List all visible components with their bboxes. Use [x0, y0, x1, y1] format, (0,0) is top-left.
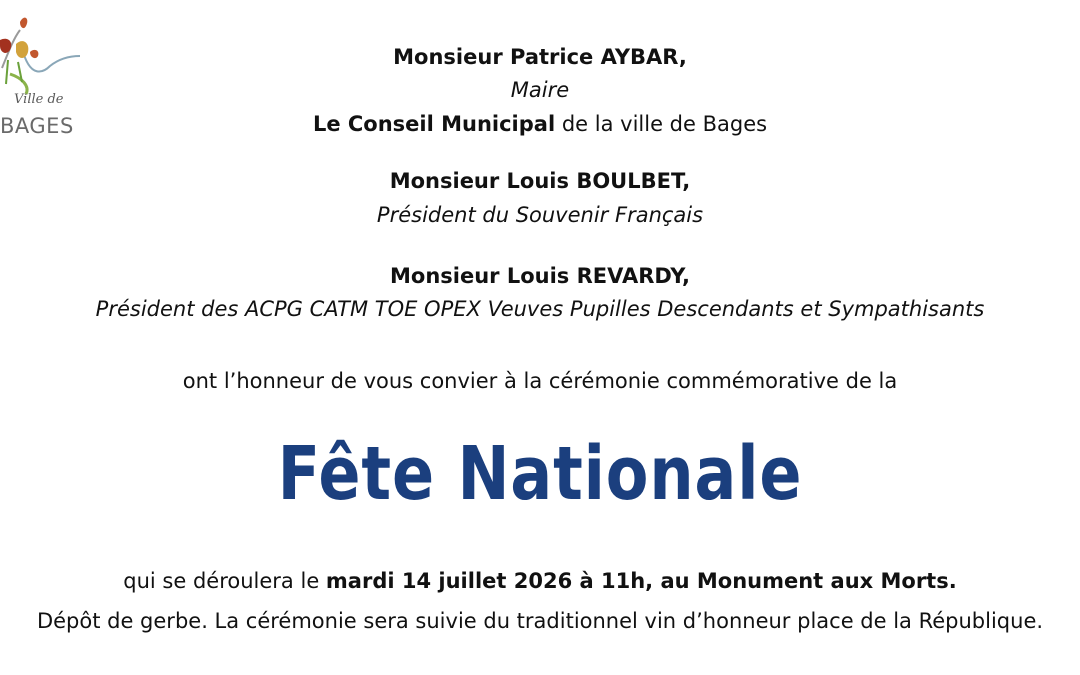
details-prefix: qui se déroulera le	[123, 569, 326, 593]
event-details	[0, 568, 1080, 594]
invitation-text: ont l’honneur de vous convier à la cérémonie commémorative de la	[182, 369, 898, 393]
host-mayor-name: Monsieur Patrice AYBAR,	[393, 45, 687, 69]
host-acpg-title: Président des ACPG CATM TOE OPEX Veuves Pupilles Descendants et Sympathisants	[95, 297, 985, 321]
host-acpg-name: Monsieur Louis REVARDY,	[390, 264, 690, 288]
host-souvenir-title: Président du Souvenir Français	[376, 203, 704, 227]
details-date-place: mardi 14 juillet 2026 à 11h, au Monument aux Morts.	[325, 569, 957, 593]
council-rest: de la ville de Bages	[555, 112, 768, 136]
council-name: Le Conseil Municipal	[312, 112, 556, 136]
host-souvenir-name: Monsieur Louis BOULBET,	[389, 169, 691, 193]
event-title: Fête Nationale	[277, 431, 803, 517]
host-mayor-title: Maire	[510, 78, 570, 102]
footer-text: Dépôt de gerbe. La cérémonie sera suivie du traditionnel vin d’honneur place de la République.	[36, 609, 1044, 633]
logo-small-text: Ville de	[14, 92, 64, 107]
logo-city-name: BAGES	[0, 114, 74, 138]
council-line	[0, 111, 1080, 137]
